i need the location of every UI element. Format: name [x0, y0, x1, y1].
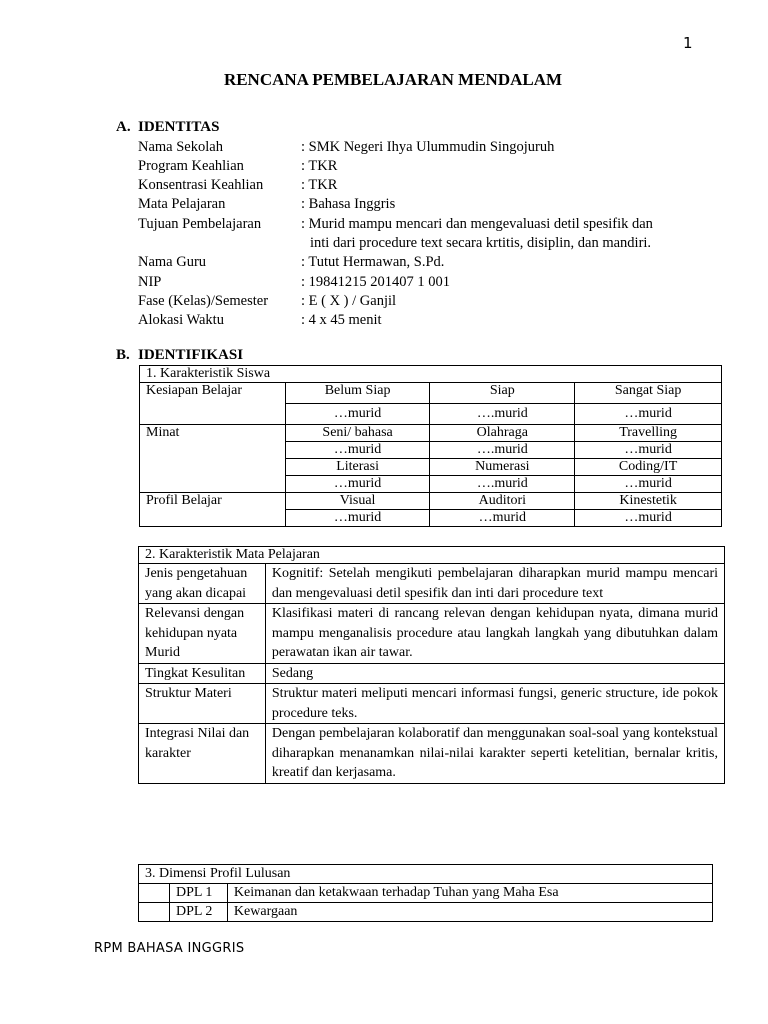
checkbox-icon: [139, 903, 170, 922]
table-cell: …murid: [285, 476, 430, 493]
table-cell: Siap: [430, 383, 575, 404]
table-cell: …murid: [430, 510, 575, 527]
table-cell: …murid: [285, 442, 430, 459]
table-cell: Kinestetik: [575, 493, 722, 510]
graduate-profile-table: [138, 864, 713, 922]
section-b-number: B.: [116, 347, 130, 363]
identity-value: : 19841215 201407 1 001: [301, 274, 451, 290]
row-label: Tingkat Kesulitan: [139, 663, 266, 684]
row-value: Kognitif: Setelah mengikuti pembelajaran diharapkan murid mampu mencari dan mengevaluasi detil spesifik dan inti dari procedure text: [265, 564, 724, 604]
identity-label: Tujuan Pembelajaran: [138, 216, 262, 232]
page-footer: RPM BAHASA INGGRIS: [94, 941, 245, 956]
identity-value: : TKR: [301, 177, 338, 193]
row-label-kesiapan: Kesiapan Belajar: [140, 383, 286, 425]
section-b-title: IDENTIFIKASI: [138, 347, 244, 363]
table-cell: Visual: [285, 493, 430, 510]
row-label-profil: Profil Belajar: [140, 493, 286, 527]
identity-label: Nama Sekolah: [138, 139, 223, 155]
dpl-description: Kewargaan: [227, 903, 712, 922]
identity-value: : 4 x 45 menit: [301, 312, 382, 328]
table-cell: Seni/ bahasa: [285, 425, 430, 442]
table-cell: …murid: [575, 476, 722, 493]
table-cell: Auditori: [430, 493, 575, 510]
table-cell: Sangat Siap: [575, 383, 722, 404]
table-title: 1. Karakteristik Siswa: [140, 366, 722, 383]
table-title: 2. Karakteristik Mata Pelajaran: [139, 547, 725, 564]
row-label: Jenis pengetahuan yang akan dicapai: [139, 564, 266, 604]
row-label: Integrasi Nilai dan karakter: [139, 724, 266, 784]
table-cell: ….murid: [430, 476, 575, 493]
identity-value: : TKR: [301, 158, 338, 174]
dpl-code: DPL 2: [169, 903, 227, 922]
row-value: Klasifikasi materi di rancang relevan dengan kehidupan nyata, dimana murid mampu menganalisis procedure atau langkah langkah yang dibutuhkan dalam perawatan ikan air tawar.: [265, 604, 724, 664]
table-cell: ….murid: [430, 442, 575, 459]
table-title: 3. Dimensi Profil Lulusan: [139, 865, 713, 884]
row-label: Struktur Materi: [139, 684, 266, 724]
table-cell: …murid: [285, 510, 430, 527]
identity-value: : Tutut Hermawan, S.Pd.: [301, 254, 445, 270]
table-cell: …murid: [575, 510, 722, 527]
identity-value: : Bahasa Inggris: [301, 196, 396, 212]
row-label-minat: Minat: [140, 425, 286, 493]
row-value: Sedang: [265, 663, 724, 684]
student-characteristics-table: [139, 365, 722, 527]
table-cell: …murid: [575, 442, 722, 459]
row-value: Struktur materi meliputi mencari informasi fungsi, generic structure, ide pokok procedure teks.: [265, 684, 724, 724]
table-cell: ….murid: [430, 404, 575, 425]
section-a-heading: [116, 119, 219, 136]
dpl-description: Keimanan dan ketakwaan terhadap Tuhan yang Maha Esa: [227, 884, 712, 903]
identity-label: Konsentrasi Keahlian: [138, 177, 264, 193]
row-value: Dengan pembelajaran kolaboratif dan menggunakan soal-soal yang kontekstual diharapkan menanamkan nilai-nilai karakter seperti ketelitian, bernalar kritis, kreatif dan kerjasama.: [265, 724, 724, 784]
table-cell: Belum Siap: [285, 383, 430, 404]
table-cell: Travelling: [575, 425, 722, 442]
document-title: RENCANA PEMBELAJARAN MENDALAM: [223, 70, 563, 89]
table-cell: Literasi: [285, 459, 430, 476]
identity-value: : Murid mampu mencari dan mengevaluasi detil spesifik dan: [301, 216, 653, 232]
identity-value: : E ( X ) / Ganjil: [301, 293, 397, 309]
dpl-code: DPL 1: [169, 884, 227, 903]
identity-label: NIP: [138, 274, 162, 290]
identity-label: Mata Pelajaran: [138, 196, 226, 212]
table-cell: Olahraga: [430, 425, 575, 442]
checkbox-icon: [139, 884, 170, 903]
section-a-number: A.: [116, 119, 131, 135]
identity-label: Alokasi Waktu: [138, 312, 224, 328]
identity-label: Program Keahlian: [138, 158, 244, 174]
identity-value-continuation: inti dari procedure text secara krtitis, disiplin, dan mandiri.: [310, 235, 652, 251]
section-b-heading: [116, 347, 243, 364]
table-cell: …murid: [575, 404, 722, 425]
row-label: Relevansi dengan kehidupan nyata Murid: [139, 604, 266, 664]
table-cell: …murid: [285, 404, 430, 425]
section-a-title: IDENTITAS: [138, 119, 220, 135]
page-number: 1: [683, 34, 693, 52]
identity-value: : SMK Negeri Ihya Ulummudin Singojuruh: [301, 139, 555, 155]
subject-characteristics-table: [138, 546, 725, 784]
identity-label: Nama Guru: [138, 254, 207, 270]
identity-label: Fase (Kelas)/Semester: [138, 293, 269, 309]
table-cell: Numerasi: [430, 459, 575, 476]
table-cell: Coding/IT: [575, 459, 722, 476]
